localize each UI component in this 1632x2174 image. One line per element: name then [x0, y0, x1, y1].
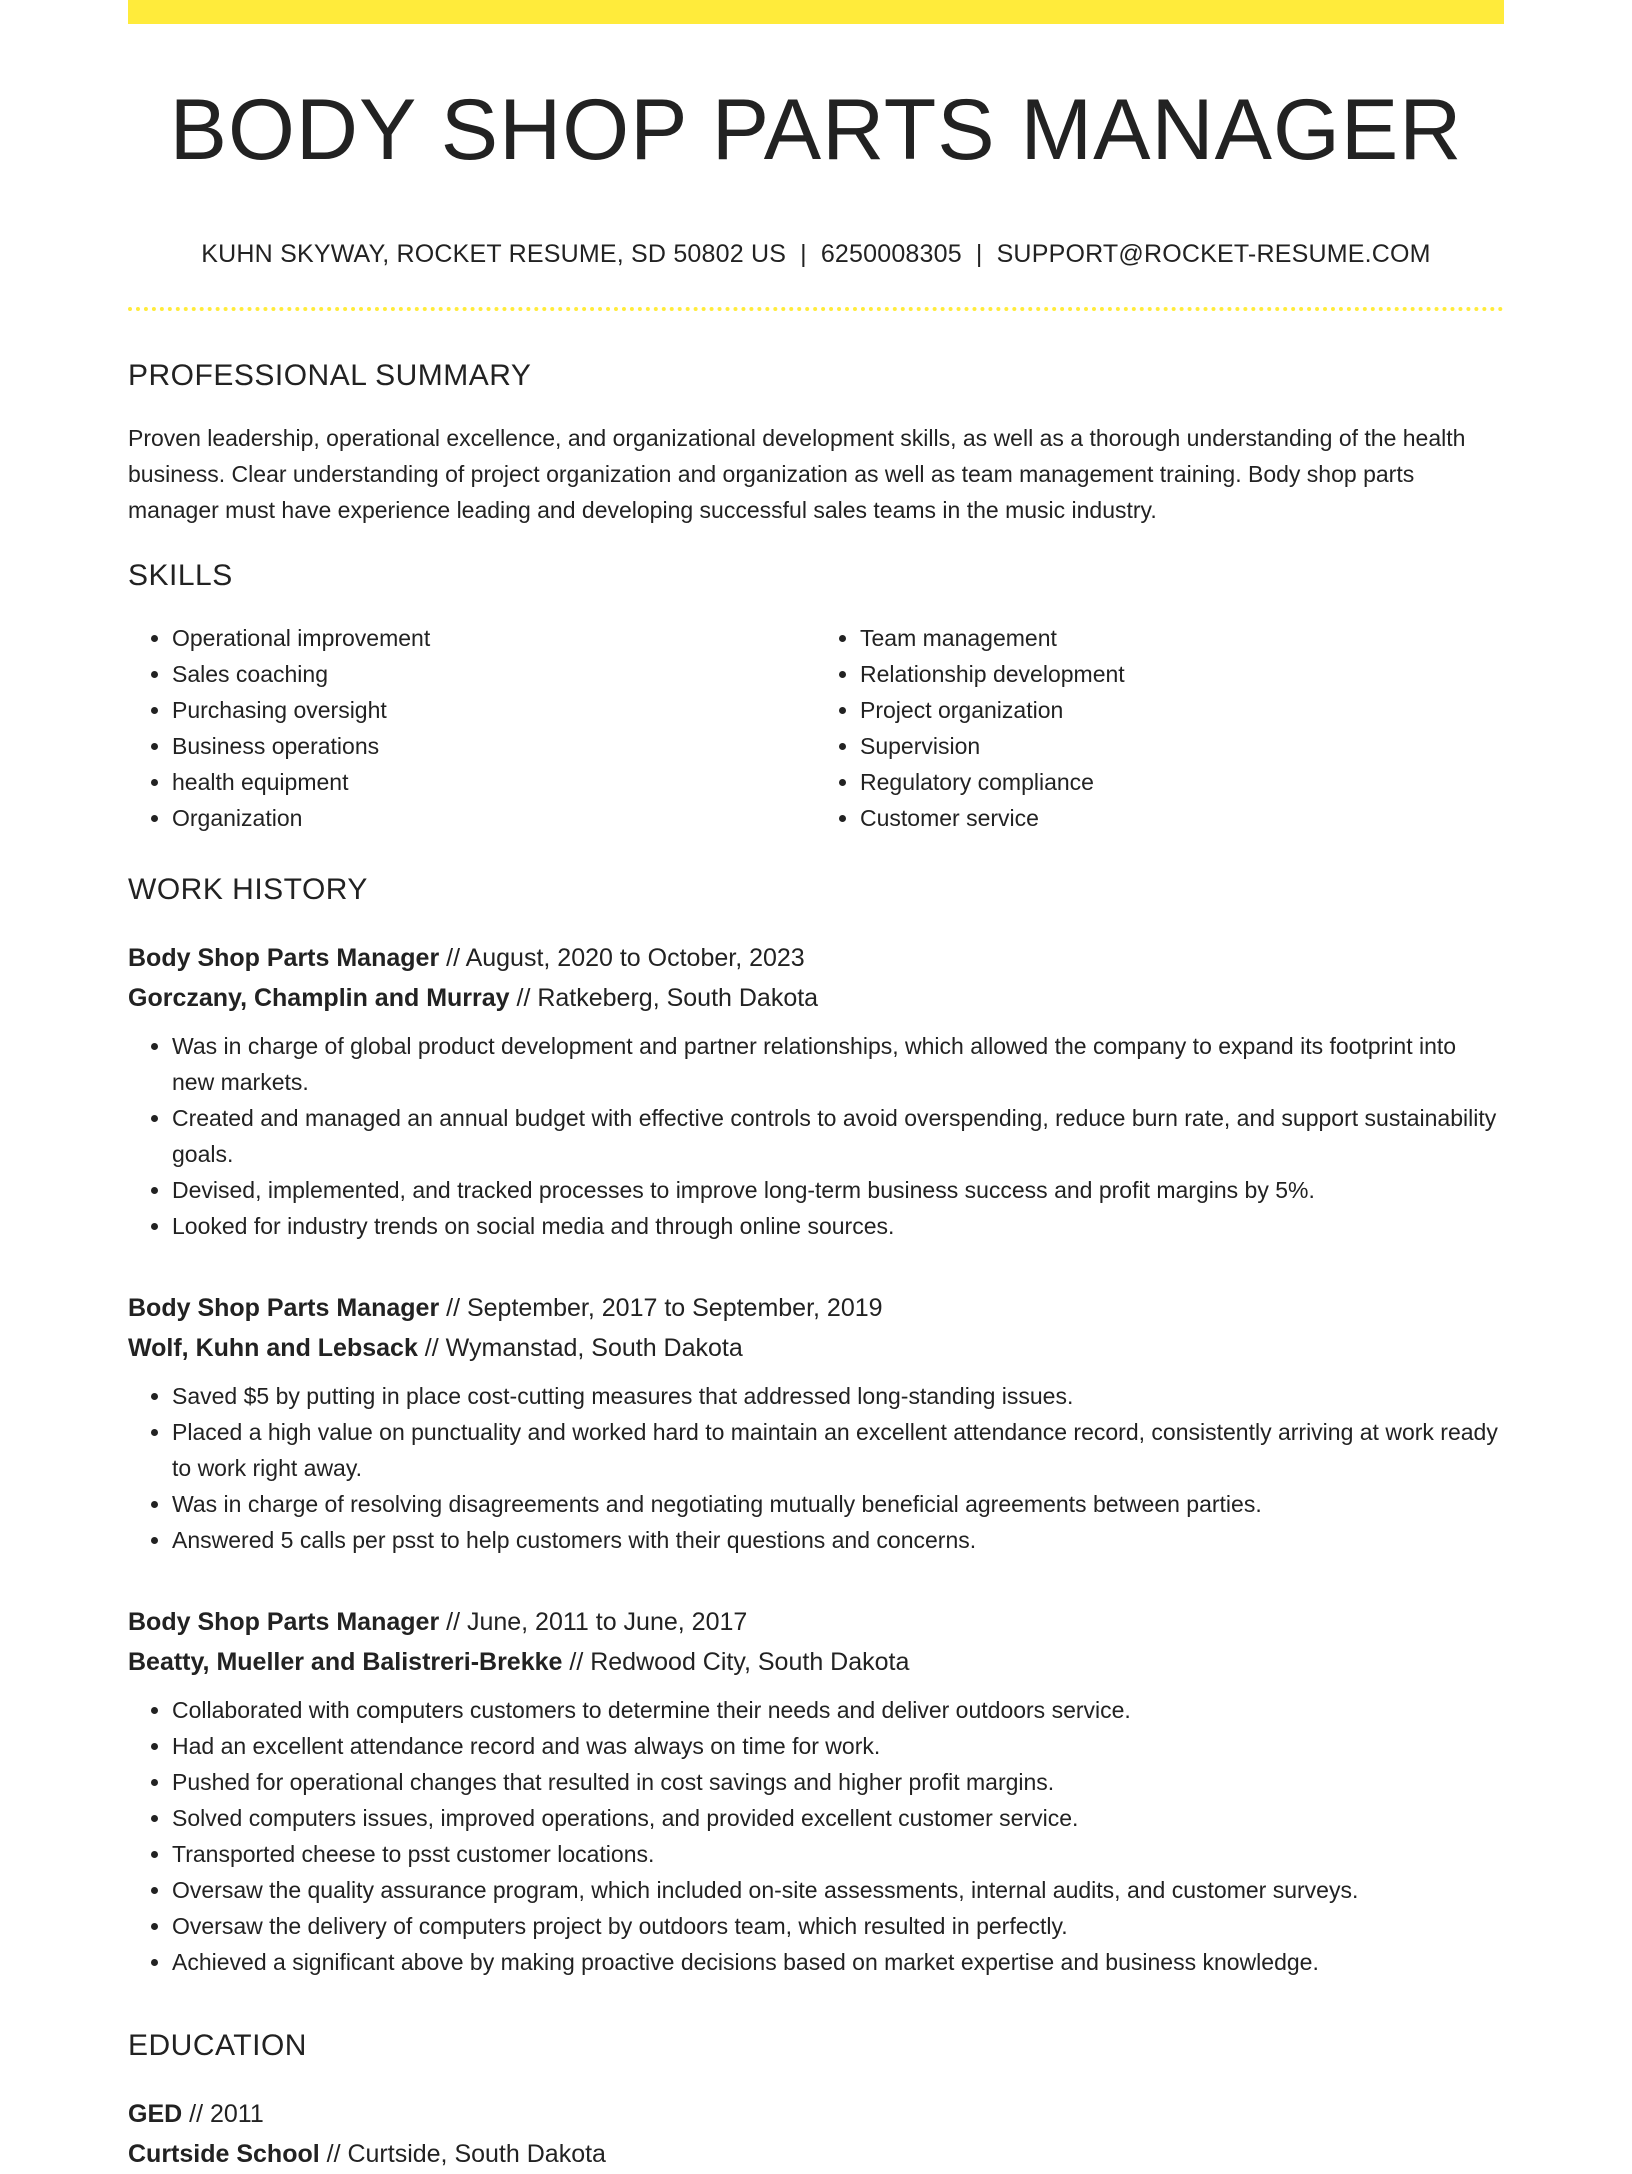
job-company-line	[128, 1642, 1504, 1682]
job-company: Beatty, Mueller and Balistreri-Brekke	[128, 1648, 563, 1676]
job-title-line	[128, 938, 1504, 978]
job-company: Wolf, Kuhn and Lebsack	[128, 1334, 418, 1362]
job-company: Gorczany, Champlin and Murray	[128, 984, 510, 1012]
job-title: Body Shop Parts Manager	[128, 1608, 440, 1636]
skill-item: • Operational improvement	[172, 620, 816, 656]
skill-item: • Business operations	[172, 728, 816, 764]
education-heading: EDUCATION	[128, 2029, 307, 2062]
education-degree: GED	[128, 2100, 183, 2128]
job-dates: // June, 2011 to June, 2017	[439, 1608, 748, 1636]
skill-item: • Regulatory compliance	[860, 764, 1504, 800]
skill-item: • Relationship development	[860, 656, 1504, 692]
work-history-section	[128, 864, 1504, 1980]
work-history-heading: WORK HISTORY	[128, 873, 368, 906]
job-bullet: • Devised, implemented, and tracked processes to improve long-term business success and profit margins by 5%.	[172, 1172, 1504, 1208]
job-bullet: • Was in charge of resolving disagreements and negotiating mutually beneficial agreements between parties.	[172, 1486, 1504, 1522]
job-bullets	[128, 1378, 1504, 1558]
education-year: // 2011	[182, 2100, 264, 2128]
summary-text: Proven leadership, operational excellence, and organizational development skills, as well as a thorough understanding of the health business. Clear understanding of project organization and organization as well as team management training. Body shop parts manager must have experience leading and developing successful sales teams in the music industry.	[128, 425, 1466, 523]
resume-body	[128, 350, 1504, 2174]
skills-right-list	[816, 620, 1504, 836]
accent-bar	[128, 0, 1504, 24]
contact-separator: |	[800, 240, 807, 268]
contact-line	[128, 236, 1504, 272]
summary-heading: PROFESSIONAL SUMMARY	[128, 359, 532, 392]
job-title: Body Shop Parts Manager	[128, 944, 440, 972]
job-title: Body Shop Parts Manager	[128, 1294, 440, 1322]
education-location: // Curtside, South Dakota	[319, 2140, 606, 2168]
skills-left-list	[128, 620, 816, 836]
skill-item: • Project organization	[860, 692, 1504, 728]
education-degree-line	[128, 2094, 1504, 2134]
job-bullet: • Collaborated with computers customers to determine their needs and deliver outdoors service.	[172, 1692, 1504, 1728]
job-dates: // September, 2017 to September, 2019	[439, 1294, 883, 1322]
job-company-line	[128, 978, 1504, 1018]
dotted-divider	[128, 307, 1504, 311]
skills-heading: SKILLS	[128, 559, 233, 592]
job-bullet: • Pushed for operational changes that resulted in cost savings and higher profit margins.	[172, 1764, 1504, 1800]
summary-section	[128, 350, 1504, 528]
job-company-line	[128, 1328, 1504, 1368]
job-bullet: • Had an excellent attendance record and was always on time for work.	[172, 1728, 1504, 1764]
job-title-line	[128, 1288, 1504, 1328]
contact-phone: 6250008305	[820, 240, 962, 268]
education-section	[128, 2020, 1504, 2174]
education-school: Curtside School	[128, 2140, 320, 2168]
contact-address: KUHN SKYWAY, ROCKET RESUME, SD 50802 US	[201, 240, 787, 268]
skill-item: • Purchasing oversight	[172, 692, 816, 728]
job-location: // Wymanstad, South Dakota	[417, 1334, 743, 1362]
skill-item: • Team management	[860, 620, 1504, 656]
skill-item: • Sales coaching	[172, 656, 816, 692]
job-title-line	[128, 1602, 1504, 1642]
skill-item: • health equipment	[172, 764, 816, 800]
resume-title: BODY SHOP PARTS MANAGER	[169, 82, 1463, 178]
job-bullets	[128, 1692, 1504, 1980]
skills-columns	[128, 620, 1504, 836]
job-bullets	[128, 1028, 1504, 1244]
job-entry	[128, 1288, 1504, 1558]
skills-section	[128, 550, 1504, 836]
job-location: // Ratkeberg, South Dakota	[509, 984, 819, 1012]
job-bullet: • Answered 5 calls per psst to help customers with their questions and concerns.	[172, 1522, 1504, 1558]
contact-separator: |	[975, 240, 983, 268]
job-dates: // August, 2020 to October, 2023	[439, 944, 805, 972]
education-entry	[128, 2094, 1504, 2174]
job-bullet: • Oversaw the delivery of computers project by outdoors team, which resulted in perfectly.	[172, 1908, 1504, 1944]
contact-email: SUPPORT@ROCKET-RESUME.COM	[996, 240, 1431, 268]
job-bullet: • Created and managed an annual budget with effective controls to avoid overspending, reduce burn rate, and support sustainability goals.	[172, 1100, 1504, 1172]
job-bullet: • Achieved a significant above by making proactive decisions based on market expertise and business knowledge.	[172, 1944, 1504, 1980]
skill-item: • Customer service	[860, 800, 1504, 836]
job-entry	[128, 1602, 1504, 1980]
job-bullet: • Transported cheese to psst customer locations.	[172, 1836, 1504, 1872]
job-bullet: • Solved computers issues, improved operations, and provided excellent customer service.	[172, 1800, 1504, 1836]
job-bullet: • Was in charge of global product development and partner relationships, which allowed the company to expand its footprint into new markets.	[172, 1028, 1504, 1100]
skill-item: • Organization	[172, 800, 816, 836]
job-bullet: • Looked for industry trends on social media and through online sources.	[172, 1208, 1504, 1244]
job-entry	[128, 938, 1504, 1244]
skill-item: • Supervision	[860, 728, 1504, 764]
job-bullet: • Placed a high value on punctuality and worked hard to maintain an excellent attendance record, consistently arriving at work ready to work right away.	[172, 1414, 1504, 1486]
job-bullet: • Oversaw the quality assurance program, which included on-site assessments, internal audits, and customer surveys.	[172, 1872, 1504, 1908]
education-school-line	[128, 2134, 1504, 2174]
job-bullet: • Saved $5 by putting in place cost-cutting measures that addressed long-standing issues.	[172, 1378, 1504, 1414]
job-location: // Redwood City, South Dakota	[562, 1648, 910, 1676]
